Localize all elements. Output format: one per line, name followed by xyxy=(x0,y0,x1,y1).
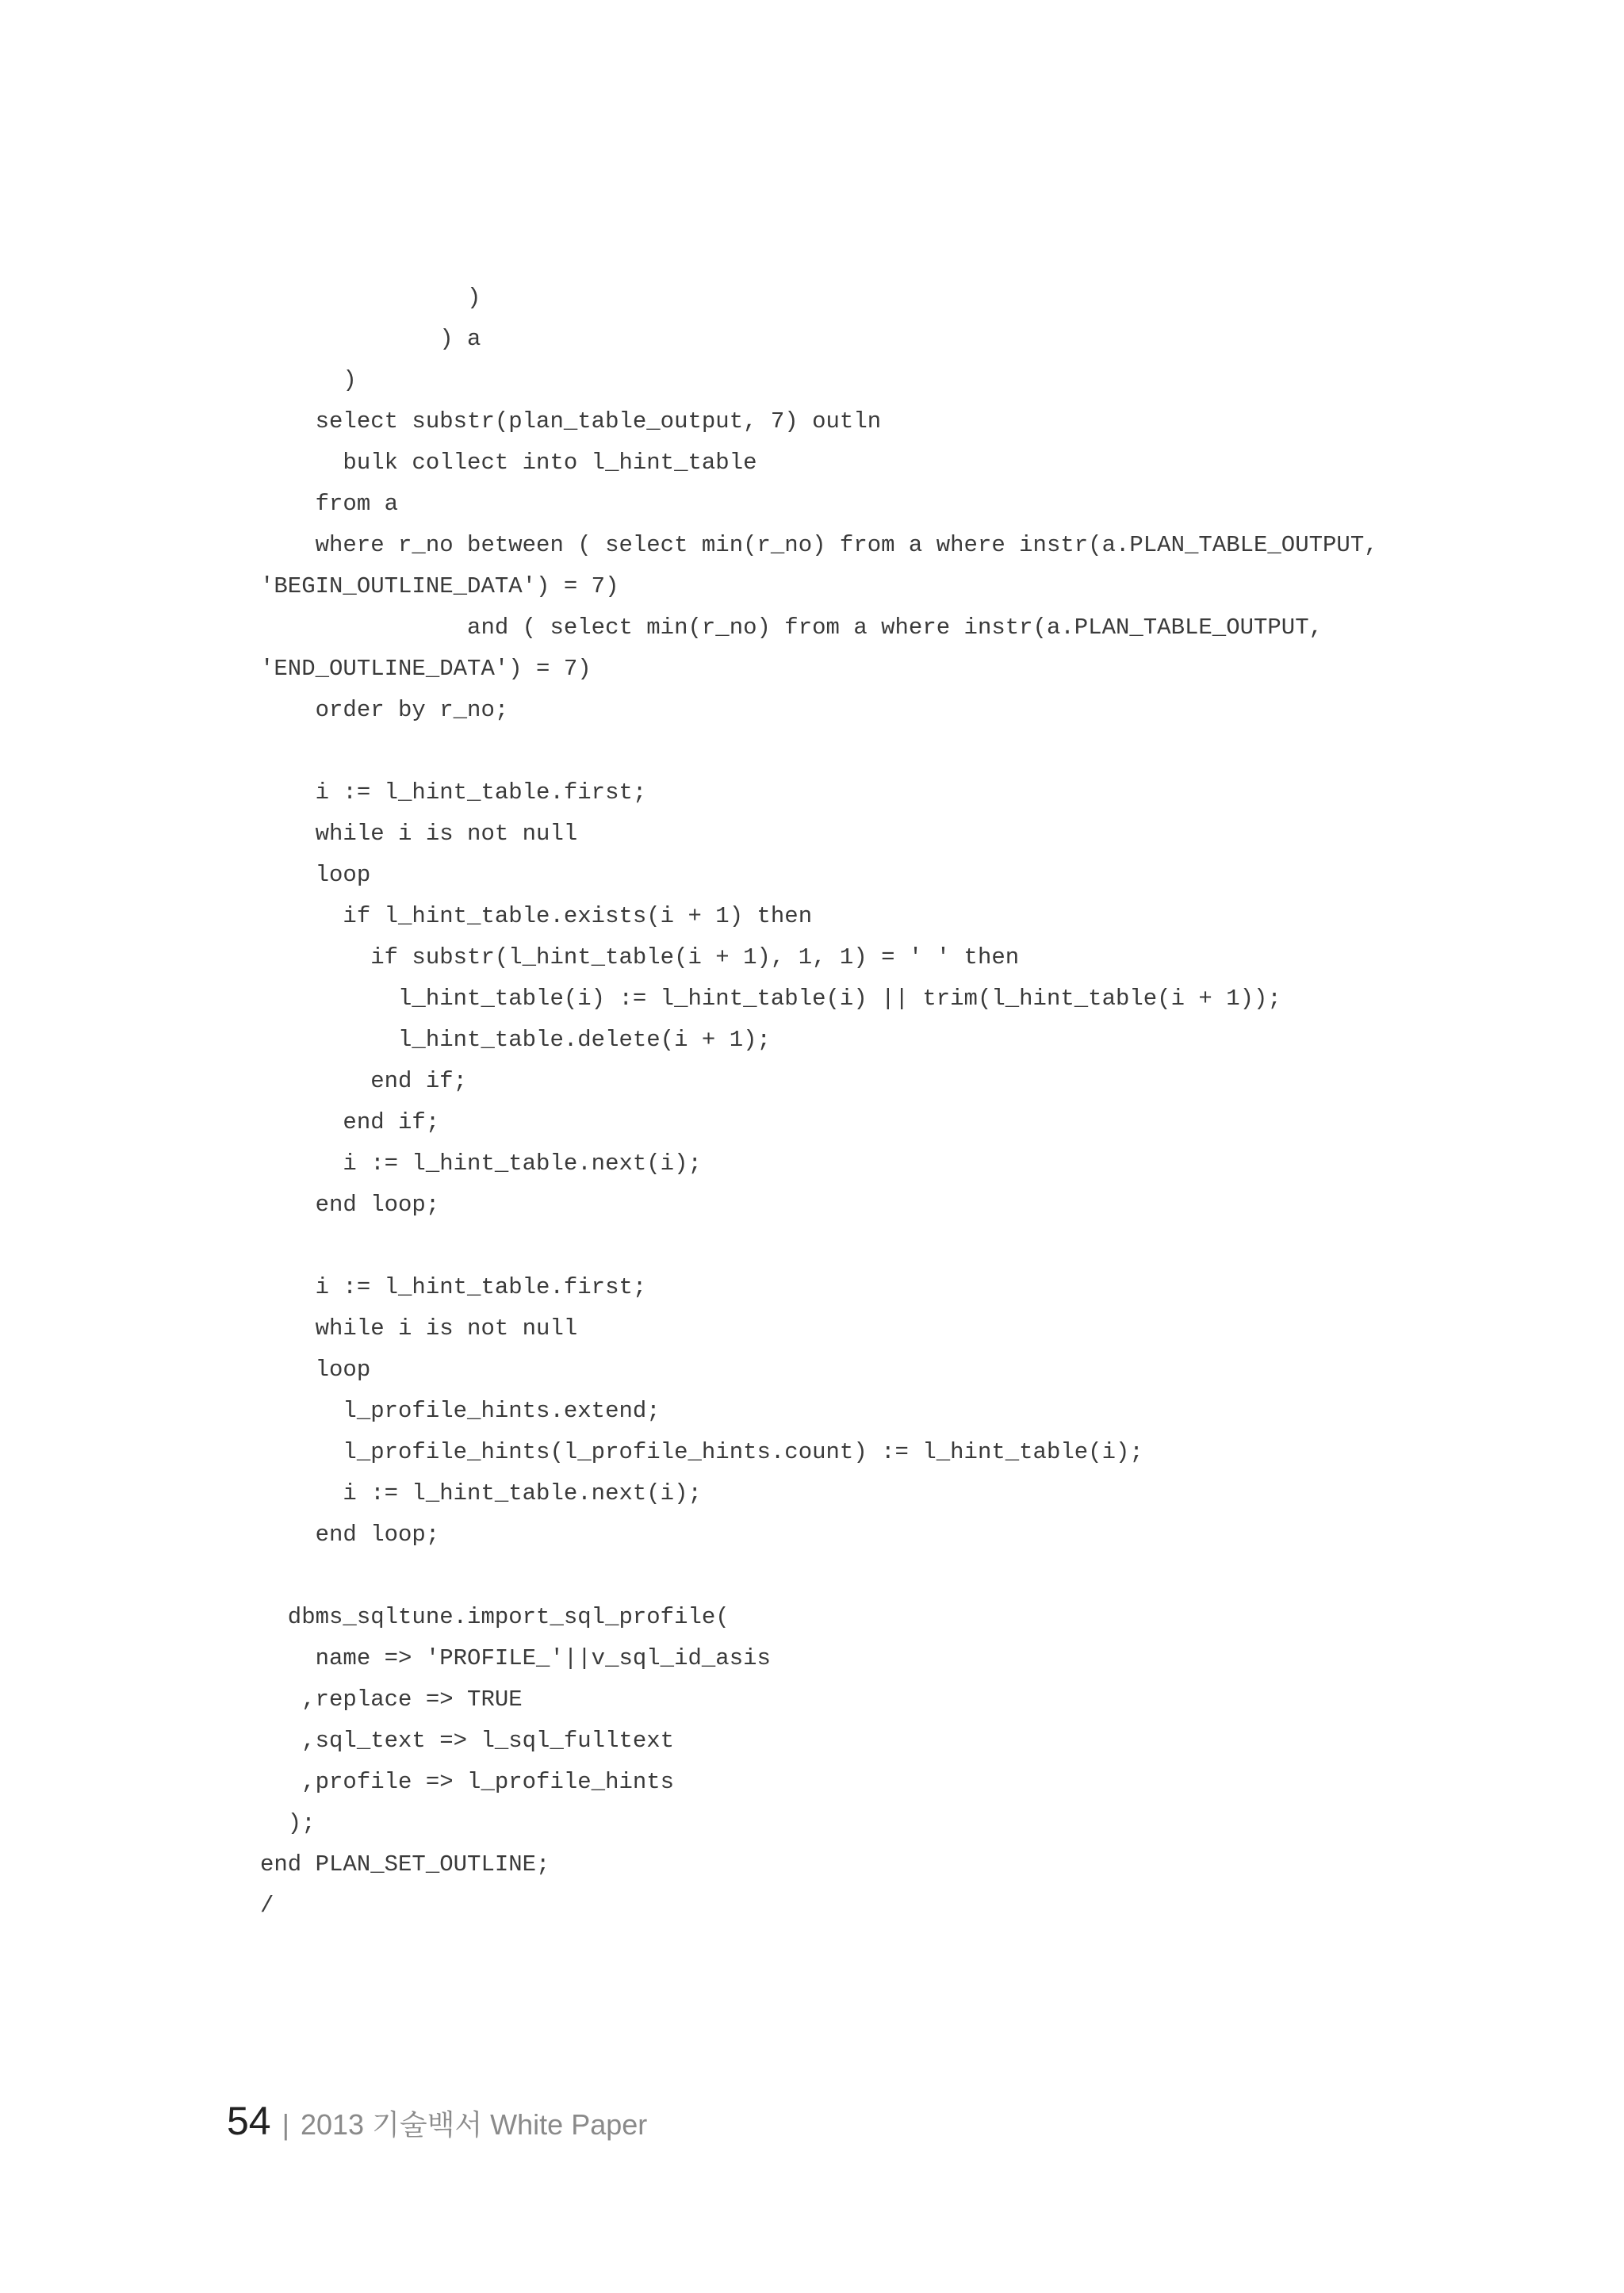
footer-separator: | xyxy=(282,2108,289,2141)
code-line: loop xyxy=(260,862,371,888)
code-line: end loop; xyxy=(260,1192,440,1218)
code-line: ,profile => l_profile_hints xyxy=(260,1769,675,1795)
code-line: end if; xyxy=(260,1068,468,1094)
code-line: / xyxy=(260,1893,274,1919)
code-line: i := l_hint_table.next(i); xyxy=(260,1150,702,1177)
code-line: l_hint_table.delete(i + 1); xyxy=(260,1027,771,1053)
code-line: from a xyxy=(260,491,399,517)
code-line: if substr(l_hint_table(i + 1), 1, 1) = ' ' then xyxy=(260,944,1020,970)
code-line: end loop; xyxy=(260,1522,440,1548)
code-line: i := l_hint_table.first; xyxy=(260,1274,647,1300)
code-line: i := l_hint_table.first; xyxy=(260,779,647,806)
page-number: 54 xyxy=(227,2099,271,2143)
code-line: end PLAN_SET_OUTLINE; xyxy=(260,1851,550,1878)
code-line: i := l_hint_table.next(i); xyxy=(260,1480,702,1506)
code-line: where r_no between ( select min(r_no) from a where instr(a.PLAN_TABLE_OUTPUT, xyxy=(260,532,1378,558)
code-line: name => 'PROFILE_'||v_sql_id_asis xyxy=(260,1645,771,1671)
code-line: 'BEGIN_OUTLINE_DATA') = 7) xyxy=(260,573,619,599)
code-line: l_hint_table(i) := l_hint_table(i) || trim(l_hint_table(i + 1)); xyxy=(260,986,1281,1012)
code-line: if l_hint_table.exists(i + 1) then xyxy=(260,903,813,929)
code-line: select substr(plan_table_output, 7) outln xyxy=(260,408,882,434)
code-line: and ( select min(r_no) from a where instr(a.PLAN_TABLE_OUTPUT, xyxy=(260,614,1323,641)
code-line: ,replace => TRUE xyxy=(260,1686,523,1713)
code-line: l_profile_hints(l_profile_hints.count) := l_hint_table(i); xyxy=(260,1439,1143,1465)
code-line xyxy=(260,1556,1402,1597)
code-listing xyxy=(260,278,1402,1927)
page-footer xyxy=(227,2098,647,2153)
code-line xyxy=(260,731,1402,772)
code-line: order by r_no; xyxy=(260,697,509,723)
code-line: loop xyxy=(260,1357,371,1383)
code-line: ); xyxy=(260,1810,316,1836)
code-line: ) xyxy=(260,285,481,311)
code-line: while i is not null xyxy=(260,1315,578,1342)
code-line: ,sql_text => l_sql_fulltext xyxy=(260,1728,675,1754)
code-line: ) xyxy=(260,367,357,393)
code-line: 'END_OUTLINE_DATA') = 7) xyxy=(260,656,592,682)
code-line: dbms_sqltune.import_sql_profile( xyxy=(260,1604,730,1630)
footer-title: 2013 기술백서 White Paper xyxy=(300,2108,648,2141)
code-line xyxy=(260,1226,1402,1267)
code-line: bulk collect into l_hint_table xyxy=(260,450,757,476)
code-line: l_profile_hints.extend; xyxy=(260,1398,661,1424)
code-line: ) a xyxy=(260,326,481,352)
code-line: end if; xyxy=(260,1109,440,1135)
code-line: while i is not null xyxy=(260,821,578,847)
